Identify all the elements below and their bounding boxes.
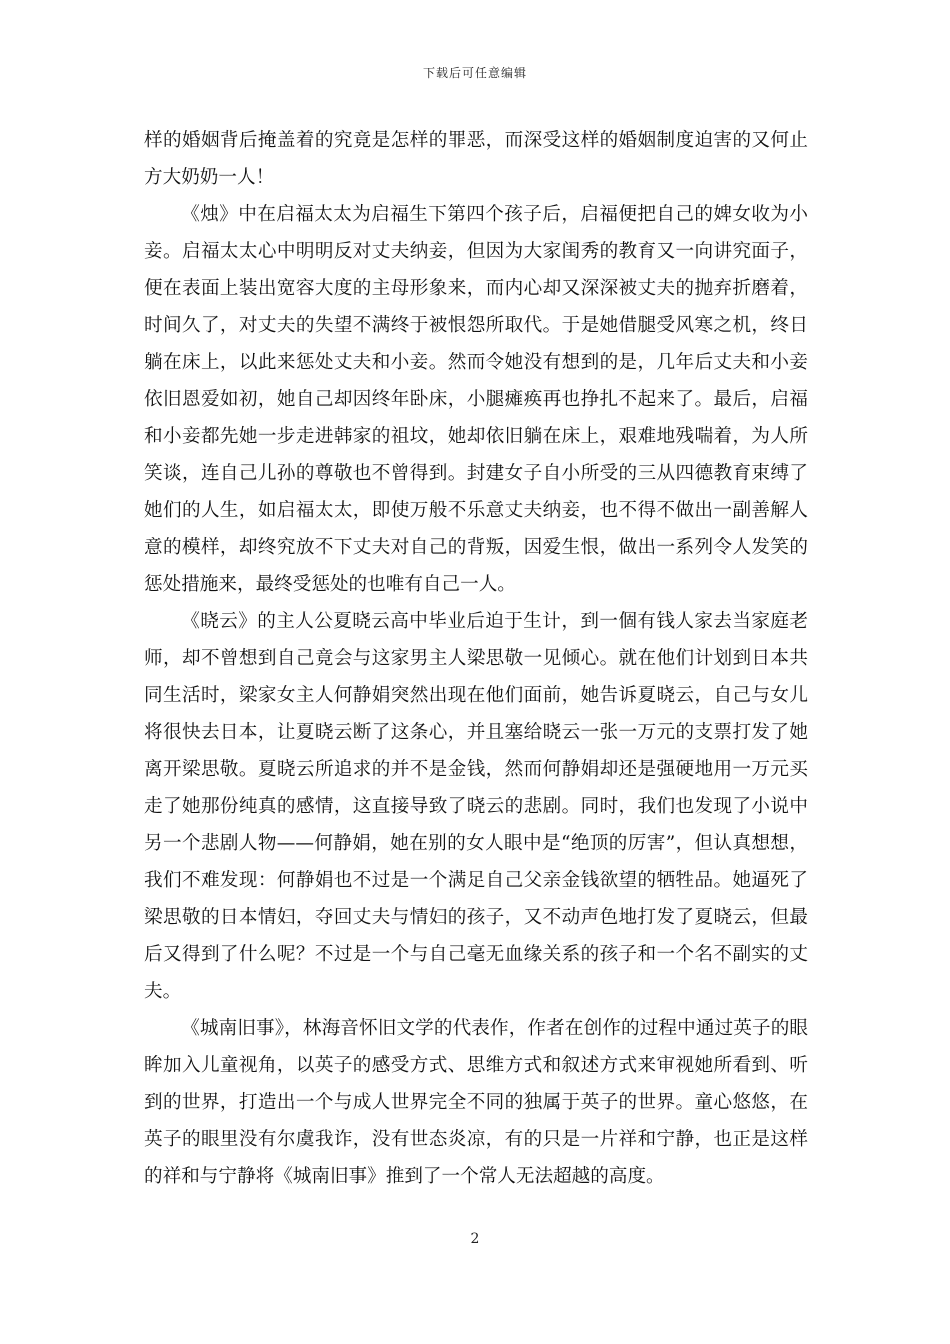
- paragraph-xiaoyun: 《晓云》的主人公夏晓云高中毕业后迫于生计，到一個有钱人家去当家庭老师，却不曾想到自己竟会与这家男主人梁思敬一见倾心。就在他们计划到日本共同生活时，梁家女主人何静娟突然出现在他们面前，她告诉夏晓云，自己与女儿将很快去日本，让夏晓云断了这条心，并且塞给晓云一张一万元的支票打发了她离开梁思敬。夏晓云所追求的并不是金钱，然而何静娟却还是强硬地用一万元买走了她那份纯真的感情，这直接导致了晓云的悲剧。同时，我们也发现了小说中另一个悲剧人物——何静娟，她在别的女人眼中是“绝顶的厉害”，但认真想想，我们不难发现：何静娟也不过是一个满足自己父亲金钱欲望的牺牲品。她逼死了梁思敬的日本情妇，夺回丈夫与情妇的孩子，又不动声色地打发了夏晓云，但最后又得到了什么呢？不过是一个与自己毫无血缘关系的孩子和一个名不副实的丈夫。: [144, 611, 808, 1002]
- paragraph-zhu: 《烛》中在启福太太为启福生下第四个孩子后，启福便把自己的婢女收为小妾。启福太太心中明明反对丈夫纳妾，但因为大家闺秀的教育又一向讲究面子，便在表面上装出宽容大度的主母形象来，而内心却又深深被丈夫的抛弃折磨着，时间久了，对丈夫的失望不满终于被恨怨所取代。于是她借腿受风寒之机，终日躺在床上，以此来惩处丈夫和小妾。然而令她没有想到的是，几年后丈夫和小妾依旧恩爱如初，她自己却因终年卧床，小腿瘫痪再也挣扎不起来了。最后，启福和小妾都先她一步走进韩家的祖坟，她却依旧躺在床上，艰难地残喘着，为人所笑谈，连自己儿孙的尊敬也不曾得到。封建女子自小所受的三从四德教育束缚了她们的人生，如启福太太，即使万般不乐意丈夫纳妾，也不得不做出一副善解人意的模样，却终究放不下丈夫对自己的背叛，因爱生恨，做出一系列令人发笑的惩处措施来，最终受惩处的也唯有自己一人。: [144, 204, 808, 595]
- page-number: 2: [470, 1231, 480, 1247]
- paragraph-continued: 样的婚姻背后掩盖着的究竟是怎样的罪恶，而深受这样的婚姻制度迫害的又何止方大奶奶一人！: [144, 130, 808, 188]
- paragraph-chengnan: 《城南旧事》，林海音怀旧文学的代表作，作者在创作的过程中通过英子的眼眸加入儿童视角，以英子的感受方式、思维方式和叙述方式来审视她所看到、听到的世界，打造出一个与成人世界完全不同的独属于英子的世界。童心悠悠，在英子的眼里没有尔虞我诈，没有世态炎凉，有的只是一片祥和宁静，也正是这样的祥和与宁静将《城南旧事》推到了一个常人无法超越的高度。: [144, 1018, 808, 1187]
- document-body: [144, 122, 808, 1195]
- page-header: 下载后可任意编辑: [422, 66, 527, 80]
